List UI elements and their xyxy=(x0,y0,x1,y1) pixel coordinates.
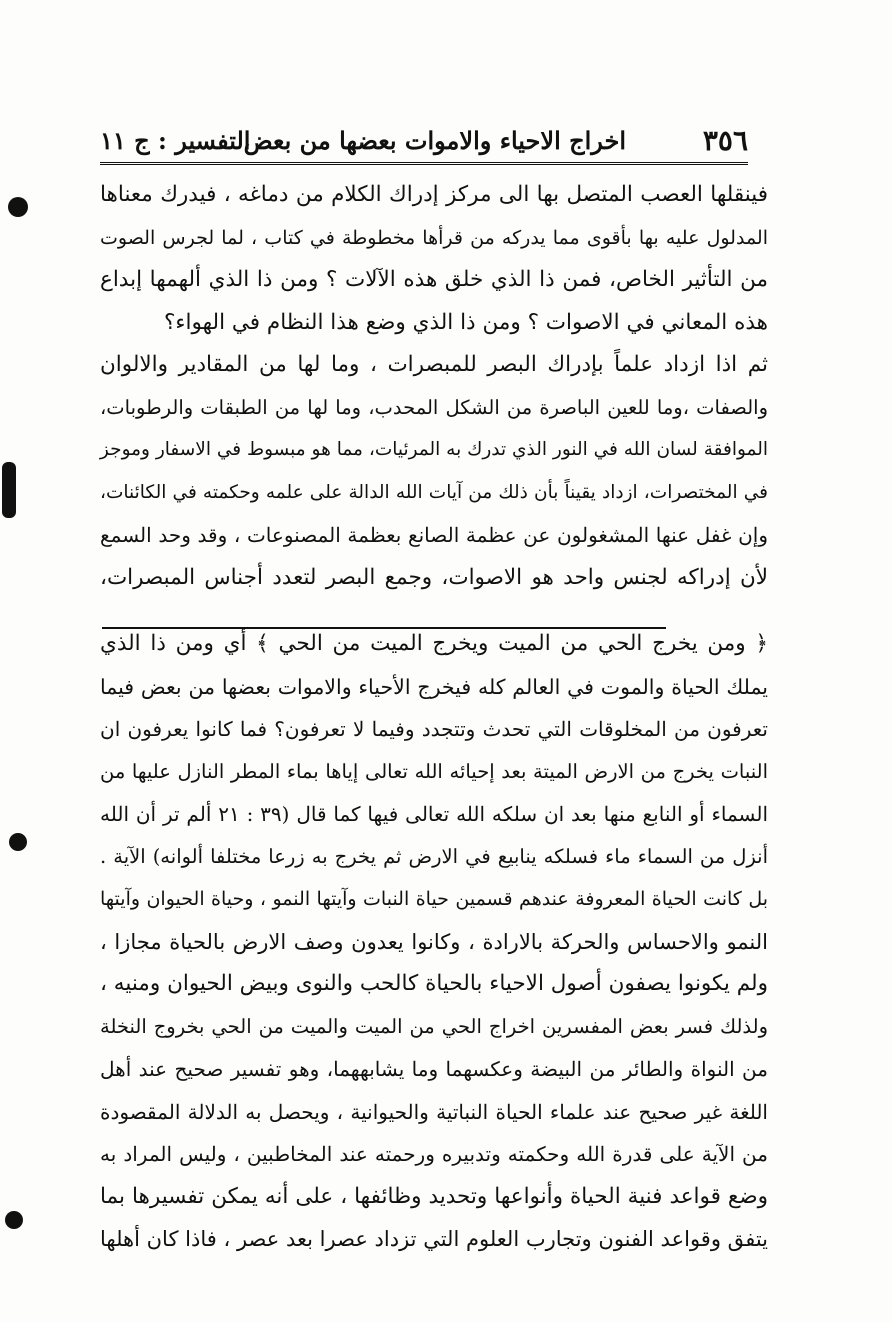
text-line: المدلول عليه بها بأقوى مما يدركه من قرأها مخطوطة في كتاب ، لما لجرس الصوت xyxy=(100,226,768,249)
section-divider xyxy=(102,627,666,629)
text-block-bottom xyxy=(100,623,768,1261)
punch-hole-mark xyxy=(2,462,16,518)
text-line: الموافقة لسان الله في النور الذي تدرك به المرئيات، مما هو مبسوط في الاسفار وموجز xyxy=(99,439,768,460)
text-line: في المختصرات، ازداد يقيناً بأن ذلك من آيات الله الدالة على علمه وحكمته في الكائنات، xyxy=(100,481,768,503)
text-line: من التأثير الخاص، فمن ذا الذي خلق هذه الآلات ؟ ومن ذا الذي ألهمها إبداع xyxy=(100,267,768,292)
text-line: تعرفون من المخلوقات التي تحدث وتتجدد وفيما لا تعرفون؟ فما كانوا يعرفون ان xyxy=(100,717,768,741)
text-block-top xyxy=(100,174,768,599)
text-line: فينقلها العصب المتصل بها الى مركز إدراك الكلام من دماغه ، فيدرك معناها xyxy=(100,182,768,207)
text-line: يملك الحياة والموت في العالم كله فيخرج الأحياء والاموات بعضها من بعض فيما xyxy=(100,674,768,699)
text-line: بل كانت الحياة المعروفة عندهم قسمين حياة النبات وآيتها النمو ، وحياة الحيوان وآيتها xyxy=(100,888,768,910)
text-line: اللغة غير صحيح عند علماء الحياة النباتية والحيوانية ، ويحصل به الدلالة المقصودة xyxy=(100,1099,768,1124)
text-line: هذه المعاني في الاصوات ؟ ومن ذا الذي وضع هذا النظام في الهواء؟ xyxy=(164,309,768,335)
running-title: اخراج الاحياء والاموات بعضها من بعض xyxy=(243,126,626,155)
book-volume: التفسير : ج ١١ xyxy=(100,126,251,155)
text-line: يتفق وقواعد الفنون وتجارب العلوم التي تزداد عصرا بعد عصر ، فاذا كان أهلها xyxy=(100,1227,768,1251)
page-body xyxy=(100,174,768,1261)
page-number: ٣٥٦ xyxy=(702,124,748,157)
punch-hole-mark xyxy=(5,1211,23,1229)
punch-hole-mark xyxy=(9,833,27,851)
text-line: لأن إدراكه لجنس واحد هو الاصوات، وجمع البصر لتعدد أجناس المبصرات، xyxy=(100,564,768,590)
text-line: النمو والاحساس والحركة بالارادة ، وكانوا يعدون وصف الارض بالحياة مجازا ، xyxy=(100,929,768,954)
text-line: السماء أو النابع منها بعد ان سلكه الله تعالى فيها كما قال (٣٩ : ٢١ ألم تر أن الله xyxy=(100,802,768,826)
text-line: أنزل من السماء ماء فسلكه ينابيع في الارض ثم يخرج به زرعا مختلفا ألوانه) الآية . xyxy=(100,844,768,868)
text-line: ثم اذا ازداد علماً بإدراك البصر للمبصرات ، وما لها من المقادير والالوان xyxy=(100,352,768,377)
text-line: وإن غفل عنها المشغولون عن عظمة الصانع بعظمة المصنوعات ، وقد وحد السمع xyxy=(100,523,768,547)
verse-line: ﴿ ومن يخرج الحي من الميت ويخرج الميت من الحي ﴾ أي ومن ذا الذي xyxy=(100,631,768,656)
page-header xyxy=(100,118,748,165)
text-line: من النواة والطائر من البيضة وعكسهما وما يشابههما، وهو تفسير صحيح عند أهل xyxy=(100,1057,768,1081)
text-line: ولم يكونوا يصفون أصول الاحياء بالحياة كالحب والنوى وبيض الحيوان ومنيه ، xyxy=(100,971,768,996)
text-line: النبات يخرج من الارض الميتة بعد إحيائه الله تعالى إياها بماء المطر النازل عليها من xyxy=(100,759,768,783)
text-line: والصفات ،وما للعين الباصرة من الشكل المحدب، وما لها من الطبقات والرطوبات، xyxy=(100,395,768,419)
text-line: من الآية على قدرة الله وحكمته وتدبيره ورحمته عند المخاطبين ، وليس المراد به xyxy=(100,1142,768,1166)
punch-hole-mark xyxy=(8,197,28,217)
text-line: ولذلك فسر بعض المفسرين اخراج الحي من الميت والميت من الحي بخروج النخلة xyxy=(100,1014,768,1038)
text-line: وضع قواعد فنية الحياة وأنواعها وتحديد وظائفها ، على أنه يمكن تفسيرها بما xyxy=(100,1183,768,1209)
